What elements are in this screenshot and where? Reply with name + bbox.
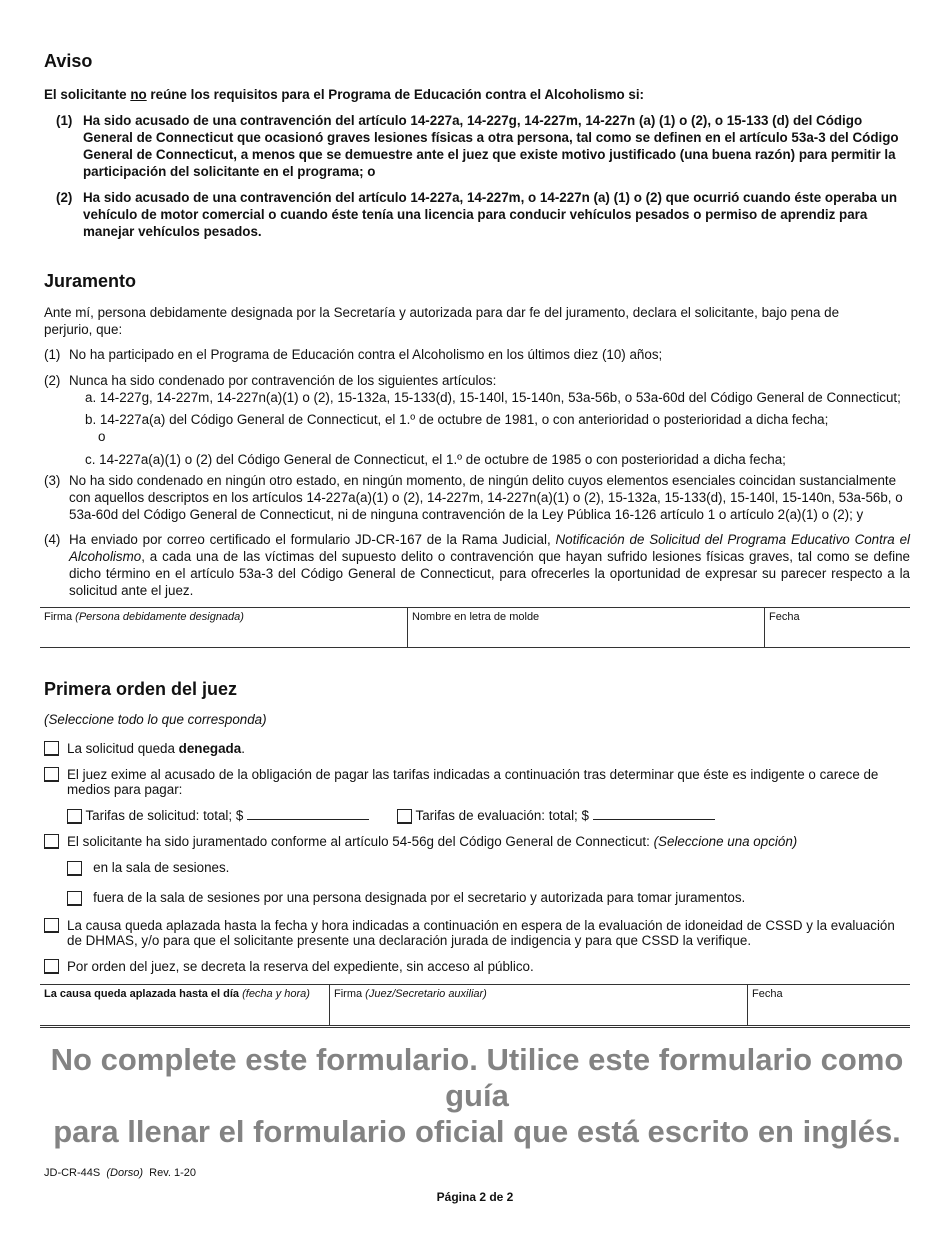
option-denegada bbox=[44, 741, 910, 756]
aviso-intro bbox=[44, 86, 910, 103]
item-text: No ha sido condenado en ningún otro estado, en ningún momento, de ningún delito cuyos elementos esenciales coincidan sustancialmente con aquellos descriptos en los artículos 14-227a(a)(1) o (2), 14-227m, 14-227n(a)(1) o (2), 15-132a, 15-133(d), 15-140l, 15-140n, 53a-56b, o 53a-60d del Código General de Connecticut, ni de ninguna contravención de la Ley Pública 16-126 artículo 1 o artículo 2(a)(1) o (2); y bbox=[69, 473, 903, 522]
amount-field[interactable] bbox=[593, 808, 715, 820]
item-number: (2) bbox=[44, 373, 61, 388]
fecha-hora-field[interactable] bbox=[40, 985, 330, 1025]
item-text: Nunca ha sido condenado por contravención de los siguientes artículos: bbox=[69, 373, 497, 388]
intro-text: El solicitante bbox=[44, 87, 131, 102]
label-italic: (fecha y hora) bbox=[242, 988, 310, 1000]
label: Tarifas de evaluación: total; $ bbox=[415, 808, 589, 823]
form-number: JD-CR-44S bbox=[44, 1167, 101, 1179]
option-exime bbox=[44, 767, 910, 797]
label: La causa queda aplazada hasta la fecha y hora indicadas a continuación en espera de la evaluación de idoneidad de CSSD y la evaluación de DHMAS, y/o para que el solicitante presente una declaración jurada de indigencia y para que CSSD la verifique. bbox=[67, 918, 895, 948]
option-reserva bbox=[44, 959, 910, 974]
select-all-note: (Seleccione todo lo que corresponda) bbox=[44, 712, 267, 727]
nombre-field[interactable] bbox=[408, 608, 765, 647]
label: en la sala de sesiones. bbox=[93, 860, 230, 875]
continuance-row bbox=[40, 984, 910, 1028]
label: Nombre en letra de molde bbox=[412, 611, 540, 623]
label: Firma bbox=[334, 988, 366, 1000]
checkbox[interactable] bbox=[67, 809, 82, 824]
item-number: (1) bbox=[44, 347, 61, 362]
item-text-post: , a cada una de las víctimas del supuesto delito o contravención que hayan sufrido lesiones físicas graves, tal como se define dicho término en el artículo 53a-3 del Código General de Connecticut, para ofrecerles la oportunidad de expresar su parecer respecto a la solicitud ante el juez. bbox=[69, 549, 910, 598]
checkbox[interactable] bbox=[44, 741, 59, 756]
orden-heading: Primera orden del juez bbox=[44, 679, 238, 699]
firma-field[interactable] bbox=[40, 608, 408, 647]
watermark-line-2: para llenar el formulario oficial que está escrito en inglés. bbox=[53, 1114, 901, 1149]
checkbox[interactable] bbox=[44, 767, 59, 782]
fecha-field[interactable] bbox=[765, 608, 910, 647]
subitem-c: c. 14-227a(a)(1) o (2) del Código General de Connecticut, el 1.º de octubre de 1985 o con posterioridad a dicha fecha; bbox=[85, 452, 786, 467]
subitem-b: b. 14-227a(a) del Código General de Connecticut, el 1.º de octubre de 1981, o con anterioridad o posterioridad a dicha fecha; o bbox=[85, 412, 829, 444]
juramento-item-3 bbox=[44, 472, 910, 523]
intro-no: no bbox=[130, 87, 147, 102]
option-en-sala bbox=[67, 859, 910, 877]
juramento-item-1 bbox=[44, 346, 910, 363]
subitem-a: a. 14-227g, 14-227m, 14-227n(a)(1) o (2), 15-132a, 15-133(d), 15-140l, 15-140n, 53a-56b, o 53a-60d del Código General de Connecticut; bbox=[85, 390, 901, 405]
checkbox[interactable] bbox=[44, 918, 59, 933]
page-number: Página 2 de 2 bbox=[436, 1190, 514, 1204]
form-id bbox=[44, 1166, 910, 1180]
option-juramentado bbox=[44, 834, 910, 849]
label: Por orden del juez, se decreta la reserva del expediente, sin acceso al público. bbox=[67, 959, 534, 974]
item-number: (2) bbox=[56, 190, 73, 205]
aviso-item-2 bbox=[56, 189, 910, 240]
item-text: Ha sido acusado de una contravención del artículo 14-227a, 14-227g, 14-227m, 14-227n (a) (1) o (2), o 15-133 (d) del Código General de Connecticut que ocasionó graves lesiones físicas a otra persona, tal como se definen en el artículo 53a-3 del Código General de Connecticut, a menos que se demuestre ante el juez que existe motivo justificado (una buena razón) para permitir la participación del solicitante en el programa; o bbox=[83, 113, 899, 179]
juramento-item-4 bbox=[44, 531, 910, 599]
aviso-heading: Aviso bbox=[44, 51, 93, 71]
fecha-juez-field[interactable] bbox=[748, 985, 910, 1025]
label: Tarifas de solicitud: total; $ bbox=[85, 808, 244, 823]
watermark bbox=[44, 1042, 910, 1150]
label-bold: denegada bbox=[178, 741, 242, 756]
label: El solicitante ha sido juramentado conforme al artículo 54-56g del Código General de Connecticut: bbox=[67, 834, 654, 849]
form-title-italic: Notificación de Solicitud del Programa Educativo Contra el Alcoholismo bbox=[69, 532, 910, 564]
juramento-heading: Juramento bbox=[44, 271, 137, 291]
juramento-item-2 bbox=[44, 372, 910, 468]
revision: Rev. 1-20 bbox=[149, 1167, 197, 1179]
label-italic: (Persona debidamente designada) bbox=[75, 611, 244, 623]
label-italic: (Seleccione una opción) bbox=[653, 834, 798, 849]
item-number: (1) bbox=[56, 113, 73, 128]
label-post: . bbox=[241, 741, 245, 756]
signature-row bbox=[40, 607, 910, 648]
item-text: Ha enviado por correo certificado el formulario JD-CR-167 de la Rama Judicial, bbox=[69, 532, 556, 547]
label: El juez exime al acusado de la obligación de pagar las tarifas indicadas a continuación tras determinar que éste es indigente o carece de medios para pagar: bbox=[67, 767, 879, 797]
item-text: Ha sido acusado de una contravención del artículo 14-227a, 14-227m, o 14-227n (a) (1) o (2) que ocurrió cuando éste operaba un vehículo de motor comercial o cuando éste tenía una licencia para conducir vehículos pesados o permiso de aprendiz para manejar vehículos pesados. bbox=[83, 190, 898, 239]
item-text: No ha participado en el Programa de Educación contra el Alcoholismo en los últimos diez (10) años; bbox=[69, 347, 663, 362]
checkbox[interactable] bbox=[44, 959, 59, 974]
dorso-label: (Dorso) bbox=[106, 1167, 144, 1179]
option-fuera-sala bbox=[67, 889, 910, 907]
juramento-intro: Ante mí, persona debidamente designada por la Secretaría y autorizada para dar fe del juramento, declara el solicitante, bajo pena de perjurio, que: bbox=[44, 305, 840, 337]
label: fuera de la sala de sesiones por una persona designada por el secretario y autorizada para tomar juramentos. bbox=[93, 890, 746, 905]
tarifa-solicitud bbox=[67, 807, 369, 825]
aviso-item-1 bbox=[56, 112, 910, 180]
label-bold: La causa queda aplazada hasta el día bbox=[44, 988, 243, 1000]
checkbox[interactable] bbox=[67, 891, 82, 906]
label: Firma bbox=[44, 611, 76, 623]
checkbox[interactable] bbox=[67, 861, 82, 876]
item-number: (3) bbox=[44, 473, 61, 488]
checkbox[interactable] bbox=[397, 809, 412, 824]
tarifa-evaluacion bbox=[397, 807, 715, 825]
option-aplazada bbox=[44, 918, 910, 948]
checkbox[interactable] bbox=[44, 834, 59, 849]
watermark-line-1: No complete este formulario. Utilice este formulario como guía bbox=[50, 1042, 904, 1113]
item-number: (4) bbox=[44, 532, 61, 547]
amount-field[interactable] bbox=[247, 808, 369, 820]
label: Fecha bbox=[769, 611, 800, 623]
firma-juez-field[interactable] bbox=[330, 985, 748, 1025]
intro-text-post: reúne los requisitos para el Programa de Educación contra el Alcoholismo si: bbox=[146, 87, 645, 102]
label-italic: (Juez/Secretario auxiliar) bbox=[365, 988, 487, 1000]
label: Fecha bbox=[752, 988, 783, 1000]
label: La solicitud queda bbox=[67, 741, 179, 756]
